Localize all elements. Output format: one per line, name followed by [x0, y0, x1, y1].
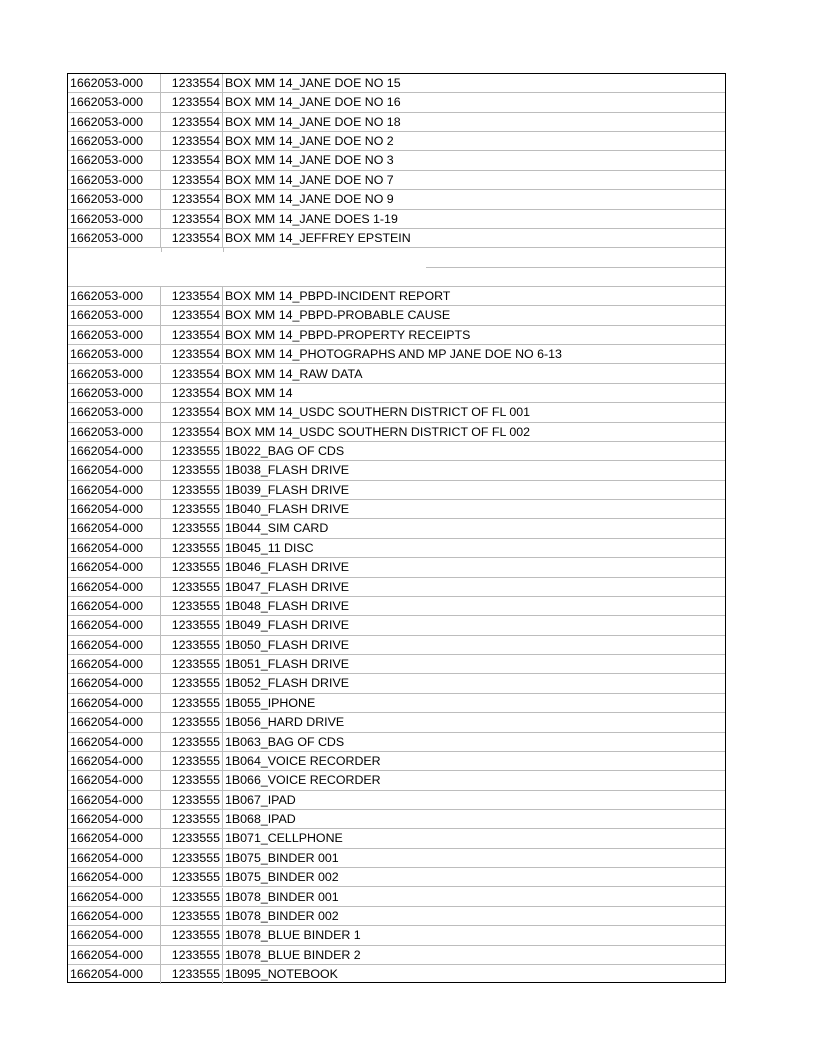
item-id-cell: 1233555 — [161, 868, 223, 886]
table-row — [68, 365, 725, 384]
description-cell: 1B068_IPAD — [225, 812, 296, 827]
description-cell: BOX MM 14_PBPD-PROPERTY RECEIPTS — [225, 327, 471, 342]
case-number-cell: 1662053-000 — [68, 423, 161, 441]
case-number-cell: 1662053-000 — [68, 132, 161, 150]
case-number-cell: 1662054-000 — [68, 655, 161, 673]
table-row — [68, 791, 725, 810]
description-cell: 1B055_IPHONE — [225, 695, 316, 710]
case-number-cell: 1662053-000 — [68, 171, 161, 189]
case-number-cell: 1662054-000 — [68, 829, 161, 847]
evidence-table — [67, 73, 726, 983]
item-id-cell: 1233555 — [161, 461, 223, 479]
item-id-cell: 1233555 — [161, 771, 223, 789]
description-cell: BOX MM 14_JANE DOES 1-19 — [225, 211, 398, 226]
case-number-cell: 1662054-000 — [68, 616, 161, 634]
case-number-cell: 1662054-000 — [68, 694, 161, 712]
item-id-cell: 1233554 — [161, 229, 223, 247]
table-row — [68, 636, 725, 655]
case-number-cell: 1662054-000 — [68, 442, 161, 460]
case-number-cell: 1662054-000 — [68, 849, 161, 867]
case-number-cell: 1662054-000 — [68, 500, 161, 518]
table-row — [68, 442, 725, 461]
case-number-cell: 1662054-000 — [68, 578, 161, 596]
item-id-cell: 1233554 — [161, 306, 223, 324]
table-row — [68, 74, 725, 93]
description-cell: 1B075_BINDER 002 — [225, 870, 339, 885]
item-id-cell: 1233555 — [161, 849, 223, 867]
case-number-cell: 1662054-000 — [68, 868, 161, 886]
item-id-cell: 1233555 — [161, 791, 223, 809]
table-row — [68, 810, 725, 829]
description-cell: BOX MM 14_RAW DATA — [225, 366, 363, 381]
case-number-cell: 1662053-000 — [68, 306, 161, 324]
table-row — [68, 171, 725, 190]
table-row — [68, 616, 725, 635]
description-cell: 1B063_BAG OF CDS — [225, 734, 345, 749]
table-row — [68, 752, 725, 771]
table-row — [68, 113, 725, 132]
table-row — [68, 926, 725, 945]
case-number-cell: 1662054-000 — [68, 713, 161, 731]
case-number-cell: 1662053-000 — [68, 190, 161, 208]
item-id-cell: 1233555 — [161, 926, 223, 944]
case-number-cell: 1662053-000 — [68, 93, 161, 111]
item-id-cell: 1233554 — [161, 326, 223, 344]
case-number-cell: 1662053-000 — [68, 151, 161, 169]
item-id-cell: 1233554 — [161, 190, 223, 208]
description-cell: BOX MM 14 — [225, 385, 293, 400]
case-number-cell: 1662054-000 — [68, 791, 161, 809]
case-number-cell: 1662054-000 — [68, 907, 161, 925]
case-number-cell: 1662053-000 — [68, 365, 161, 383]
item-id-cell: 1233554 — [161, 210, 223, 228]
description-cell: 1B078_BLUE BINDER 1 — [225, 928, 361, 943]
table-row — [68, 229, 725, 248]
case-number-cell: 1662053-000 — [68, 229, 161, 247]
description-cell: 1B078_BLUE BINDER 2 — [225, 947, 361, 962]
table-row — [68, 151, 725, 170]
description-cell: 1B044_SIM CARD — [225, 521, 329, 536]
table-row — [68, 500, 725, 519]
case-number-cell: 1662054-000 — [68, 539, 161, 557]
description-cell: BOX MM 14_JANE DOE NO 15 — [225, 76, 401, 90]
case-number-cell: 1662053-000 — [68, 345, 161, 363]
description-cell: BOX MM 14_JANE DOE NO 2 — [225, 134, 394, 149]
item-id-cell: 1233554 — [161, 365, 223, 383]
description-cell: 1B064_VOICE RECORDER — [225, 753, 381, 768]
case-number-cell: 1662054-000 — [68, 636, 161, 654]
description-cell: BOX MM 14_JANE DOE NO 18 — [225, 114, 401, 129]
item-id-cell: 1233555 — [161, 519, 223, 537]
table-row — [68, 481, 725, 500]
table-row — [68, 694, 725, 713]
case-number-cell: 1662054-000 — [68, 558, 161, 576]
table-row — [68, 558, 725, 577]
case-number-cell: 1662054-000 — [68, 481, 161, 499]
table-row — [68, 907, 725, 926]
table-row — [68, 946, 725, 965]
table-row — [68, 578, 725, 597]
case-number-cell: 1662054-000 — [68, 888, 161, 906]
table-row — [68, 384, 725, 403]
description-cell: BOX MM 14_JANE DOE NO 7 — [225, 172, 394, 187]
description-cell: BOX MM 14_USDC SOUTHERN DISTRICT OF FL 002 — [225, 424, 531, 439]
case-number-cell: 1662054-000 — [68, 771, 161, 789]
table-row — [68, 539, 725, 558]
case-number-cell: 1662053-000 — [68, 74, 161, 92]
table-row — [68, 423, 725, 442]
item-id-cell: 1233555 — [161, 752, 223, 770]
description-cell: 1B075_BINDER 001 — [225, 850, 339, 865]
case-number-cell: 1662053-000 — [68, 210, 161, 228]
table-row — [68, 345, 725, 364]
table-row — [68, 190, 725, 209]
table-row — [68, 519, 725, 538]
divider — [223, 248, 224, 252]
case-number-cell: 1662054-000 — [68, 519, 161, 537]
case-number-cell: 1662054-000 — [68, 733, 161, 751]
description-cell: 1B095_NOTEBOOK — [225, 966, 338, 981]
item-id-cell: 1233555 — [161, 888, 223, 906]
table-row — [68, 326, 725, 345]
description-cell: 1B049_FLASH DRIVE — [225, 618, 349, 633]
description-cell: 1B078_BINDER 001 — [225, 889, 339, 904]
description-cell: BOX MM 14_PHOTOGRAPHS AND MP JANE DOE NO 6-13 — [225, 347, 562, 362]
table-row — [68, 461, 725, 480]
table-row — [68, 771, 725, 790]
divider — [426, 267, 725, 268]
description-cell: 1B038_FLASH DRIVE — [225, 463, 349, 478]
case-number-cell: 1662054-000 — [68, 674, 161, 692]
description-cell: BOX MM 14_PBPD-PROBABLE CAUSE — [225, 308, 451, 323]
item-id-cell: 1233555 — [161, 907, 223, 925]
table-row — [68, 849, 725, 868]
description-cell: BOX MM 14_USDC SOUTHERN DISTRICT OF FL 001 — [225, 405, 531, 420]
item-id-cell: 1233554 — [161, 384, 223, 402]
case-number-cell: 1662054-000 — [68, 752, 161, 770]
item-id-cell: 1233554 — [161, 345, 223, 363]
description-cell: 1B039_FLASH DRIVE — [225, 482, 349, 497]
item-id-cell: 1233554 — [161, 403, 223, 421]
item-id-cell: 1233555 — [161, 655, 223, 673]
description-cell: 1B051_FLASH DRIVE — [225, 657, 349, 672]
case-number-cell: 1662054-000 — [68, 597, 161, 615]
item-id-cell: 1233555 — [161, 829, 223, 847]
table-row — [68, 93, 725, 112]
item-id-cell: 1233555 — [161, 442, 223, 460]
table-row — [68, 287, 725, 306]
item-id-cell: 1233555 — [161, 965, 223, 984]
table-row — [68, 868, 725, 887]
blank-gap-row — [68, 248, 725, 287]
item-id-cell: 1233554 — [161, 132, 223, 150]
item-id-cell: 1233555 — [161, 616, 223, 634]
description-cell: 1B022_BAG OF CDS — [225, 443, 345, 458]
description-cell: BOX MM 14_JEFFREY EPSTEIN — [225, 230, 411, 245]
item-id-cell: 1233555 — [161, 674, 223, 692]
table-row — [68, 655, 725, 674]
description-cell: 1B056_HARD DRIVE — [225, 715, 345, 730]
item-id-cell: 1233555 — [161, 733, 223, 751]
case-number-cell: 1662054-000 — [68, 965, 161, 984]
item-id-cell: 1233555 — [161, 946, 223, 964]
table-row — [68, 210, 725, 229]
description-cell: BOX MM 14_JANE DOE NO 3 — [225, 153, 394, 168]
item-id-cell: 1233554 — [161, 171, 223, 189]
description-cell: 1B050_FLASH DRIVE — [225, 637, 349, 652]
case-number-cell: 1662054-000 — [68, 946, 161, 964]
case-number-cell: 1662053-000 — [68, 384, 161, 402]
case-number-cell: 1662053-000 — [68, 326, 161, 344]
item-id-cell: 1233555 — [161, 597, 223, 615]
description-cell: 1B047_FLASH DRIVE — [225, 579, 349, 594]
description-cell: BOX MM 14_JANE DOE NO 16 — [225, 95, 401, 110]
item-id-cell: 1233554 — [161, 113, 223, 131]
table-row — [68, 132, 725, 151]
item-id-cell: 1233554 — [161, 74, 223, 92]
table-row — [68, 403, 725, 422]
case-number-cell: 1662054-000 — [68, 926, 161, 944]
case-number-cell: 1662053-000 — [68, 287, 161, 305]
table-row — [68, 733, 725, 752]
item-id-cell: 1233554 — [161, 287, 223, 305]
description-cell: 1B048_FLASH DRIVE — [225, 598, 349, 613]
description-cell: 1B040_FLASH DRIVE — [225, 502, 349, 517]
item-id-cell: 1233555 — [161, 636, 223, 654]
description-cell: 1B066_VOICE RECORDER — [225, 773, 381, 788]
table-row — [68, 674, 725, 693]
description-cell: 1B046_FLASH DRIVE — [225, 560, 349, 575]
item-id-cell: 1233554 — [161, 151, 223, 169]
item-id-cell: 1233555 — [161, 558, 223, 576]
description-cell: 1B078_BINDER 002 — [225, 908, 339, 923]
description-cell: 1B045_11 DISC — [225, 540, 314, 555]
item-id-cell: 1233555 — [161, 578, 223, 596]
description-cell: BOX MM 14_PBPD-INCIDENT REPORT — [225, 289, 451, 304]
description-cell: 1B071_CELLPHONE — [225, 831, 343, 846]
item-id-cell: 1233555 — [161, 481, 223, 499]
table-row — [68, 829, 725, 848]
description-cell: BOX MM 14_JANE DOE NO 9 — [225, 192, 394, 207]
case-number-cell: 1662054-000 — [68, 461, 161, 479]
table-row — [68, 888, 725, 907]
item-id-cell: 1233555 — [161, 810, 223, 828]
item-id-cell: 1233555 — [161, 539, 223, 557]
item-id-cell: 1233555 — [161, 500, 223, 518]
description-cell: 1B067_IPAD — [225, 792, 296, 807]
item-id-cell: 1233555 — [161, 694, 223, 712]
item-id-cell: 1233554 — [161, 93, 223, 111]
item-id-cell: 1233555 — [161, 713, 223, 731]
divider — [161, 248, 162, 252]
case-number-cell: 1662053-000 — [68, 113, 161, 131]
case-number-cell: 1662053-000 — [68, 403, 161, 421]
table-row — [68, 965, 725, 984]
case-number-cell: 1662054-000 — [68, 810, 161, 828]
description-cell: 1B052_FLASH DRIVE — [225, 676, 349, 691]
table-row — [68, 597, 725, 616]
table-row — [68, 306, 725, 325]
table-row — [68, 713, 725, 732]
item-id-cell: 1233554 — [161, 423, 223, 441]
